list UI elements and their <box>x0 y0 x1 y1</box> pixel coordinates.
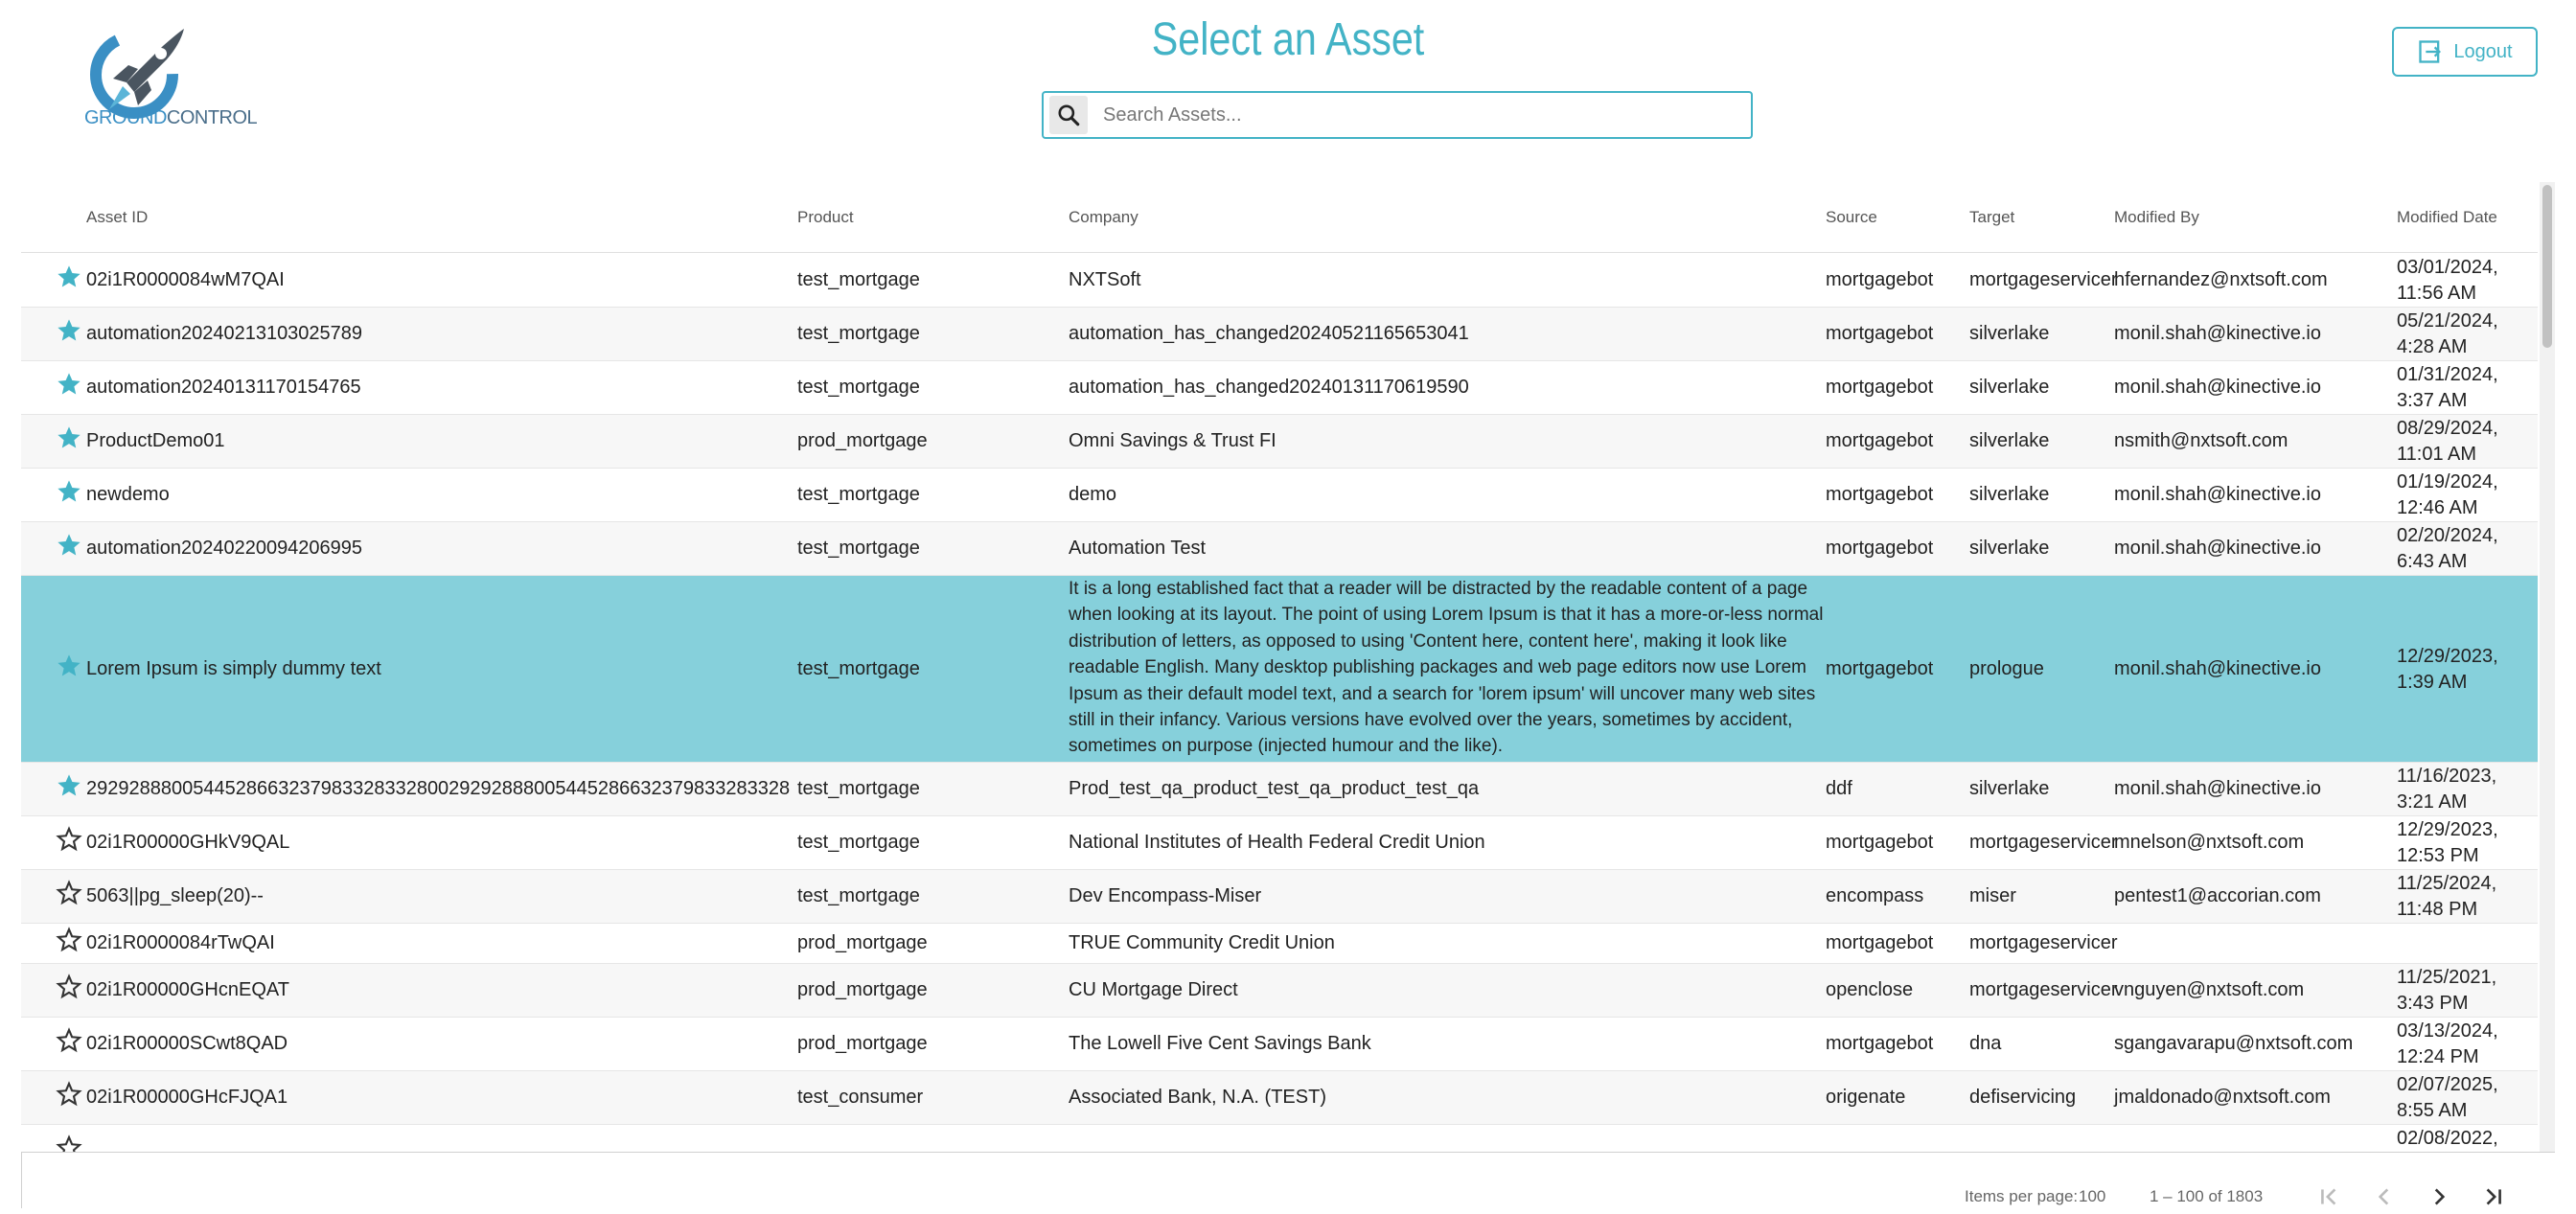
cell-modified-by: sgangavarapu@nxtsoft.com <box>2114 1033 2354 1054</box>
cell-product: test_mortgage <box>797 484 920 505</box>
cell-source: mortgagebot <box>1826 932 1934 953</box>
table-row[interactable] <box>21 1071 2538 1125</box>
star-outline-icon[interactable] <box>56 1081 82 1108</box>
cell-modified-date <box>2397 1072 2498 1124</box>
cell-source: ddf <box>1826 778 1852 799</box>
cell-target: silverlake <box>1969 778 2050 799</box>
cell-asset-id: 02i1R00000GHcnEQAT <box>86 979 289 1000</box>
cell-modified-by: vnguyen@nxtsoft.com <box>2114 979 2305 1000</box>
cell-product: prod_mortgage <box>797 430 928 451</box>
cell-asset-id: 02i1R0000084wM7QAI <box>86 269 285 290</box>
cell-target: mortgageservicer <box>1969 979 2118 1000</box>
modified-date-day: 02/20/2024, <box>2397 525 2498 546</box>
cell-target: miser <box>1969 885 2016 906</box>
cell-modified-date <box>2397 1019 2498 1070</box>
last-page-button[interactable] <box>2475 1180 2510 1214</box>
previous-page-button[interactable] <box>2367 1180 2402 1214</box>
cell-modified-date <box>2397 871 2496 923</box>
modified-date-day: 01/19/2024, <box>2397 471 2498 492</box>
cell-source: mortgagebot <box>1826 538 1934 559</box>
star-outline-icon[interactable] <box>56 973 82 1000</box>
star-filled-icon[interactable] <box>56 424 82 451</box>
cell-company: Prod_test_qa_product_test_qa_product_test_qa <box>1069 778 1480 799</box>
cell-product: test_mortgage <box>797 778 920 799</box>
cell-source: mortgagebot <box>1826 657 1934 679</box>
items-per-page-label: Items per page: <box>1965 1187 2079 1205</box>
table-row[interactable] <box>21 361 2538 415</box>
column-header-asset-id[interactable]: Asset ID <box>86 208 149 226</box>
modified-date-time: 12:46 AM <box>2397 497 2478 518</box>
cell-asset-id: 02i1R00000GHcFJQA1 <box>86 1087 288 1108</box>
column-header-company[interactable]: Company <box>1069 208 1138 226</box>
cell-target: silverlake <box>1969 377 2050 398</box>
header <box>0 0 2576 153</box>
cell-modified-by: monil.shah@kinective.io <box>2114 484 2321 505</box>
column-header-modified-by[interactable]: Modified By <box>2114 208 2199 226</box>
modified-date-time: 11:48 PM <box>2397 899 2478 920</box>
modified-date-time: 12:24 PM <box>2397 1046 2479 1067</box>
modified-date-day: 11/25/2021, <box>2397 967 2497 988</box>
modified-date-time: 11:01 AM <box>2397 444 2477 465</box>
cell-asset-id: 292928880054452866323798332833280029292888005445286632379833283328 <box>86 778 791 799</box>
table-row[interactable] <box>21 415 2538 469</box>
cell-modified-date <box>2397 362 2498 414</box>
cell-target: prologue <box>1969 657 2044 679</box>
cell-modified-date <box>2397 309 2498 360</box>
cell-product: test_consumer <box>797 1087 924 1108</box>
cell-product: test_mortgage <box>797 885 920 906</box>
table-row[interactable] <box>21 816 2538 870</box>
cell-target: dna <box>1969 1033 2002 1054</box>
cell-modified-date <box>2397 764 2496 815</box>
first-page-icon <box>2317 1184 2342 1209</box>
cell-product: test_mortgage <box>797 377 920 398</box>
cell-product: prod_mortgage <box>797 979 928 1000</box>
cell-source: mortgagebot <box>1826 832 1934 853</box>
search-box[interactable] <box>1042 91 1753 139</box>
cell-product: test_mortgage <box>797 538 920 559</box>
cell-modified-by: monil.shah@kinective.io <box>2114 323 2321 344</box>
cell-source: mortgagebot <box>1826 323 1934 344</box>
cell-company: It is a long established fact that a reader will be distracted by the readable content of a page when looking at its layout. The point of using Lorem Ipsum is that it has a more-or-less normal distribution of letters, as opposed to using 'Content here, content here', making it look like readable English. Many desktop publishing packages and web page editors now use Lorem Ipsum as their default model text, and a search for 'lorem ipsum' will uncover many web sites still in their infancy. Various versions have evolved over the years, sometimes by accident, sometimes on purpose (injected humour and the like). <box>1069 579 1824 757</box>
cell-asset-id: 02i1R00000GHkV9QAL <box>86 832 290 853</box>
modified-date-day: 01/31/2024, <box>2397 364 2498 385</box>
table-row[interactable] <box>21 522 2538 576</box>
column-header-product[interactable]: Product <box>797 208 854 226</box>
modified-date-day: 12/29/2023, <box>2397 819 2498 840</box>
modified-date-time: 3:21 AM <box>2397 791 2468 813</box>
logout-icon <box>2417 38 2444 65</box>
cell-company: demo <box>1069 484 1117 505</box>
table-row[interactable] <box>21 870 2538 924</box>
cell-modified-date <box>2397 817 2498 869</box>
star-filled-icon[interactable] <box>56 478 82 505</box>
chevron-left-icon <box>2372 1184 2397 1209</box>
cell-source: mortgagebot <box>1826 484 1934 505</box>
cell-asset-id: newdemo <box>86 484 170 505</box>
cell-modified-date <box>2397 470 2498 521</box>
star-outline-icon[interactable] <box>56 1027 82 1054</box>
cell-modified-by: hfernandez@nxtsoft.com <box>2114 269 2328 290</box>
cell-modified-by: monil.shah@kinective.io <box>2114 657 2321 679</box>
cell-product: prod_mortgage <box>797 932 928 953</box>
modified-date-time: 4:28 AM <box>2397 336 2468 357</box>
cell-modified-date <box>2397 965 2496 1017</box>
modified-date-day: 11/25/2024, <box>2397 873 2497 894</box>
first-page-button[interactable] <box>2312 1180 2347 1214</box>
cell-product: prod_mortgage <box>797 1033 928 1054</box>
cell-modified-date <box>2397 1126 2498 1152</box>
search-button[interactable] <box>1049 96 1088 134</box>
search-icon <box>1056 103 1081 127</box>
cell-target: silverlake <box>1969 538 2050 559</box>
last-page-icon <box>2480 1184 2505 1209</box>
cell-company: TRUE Community Credit Union <box>1069 932 1335 953</box>
logout-label: Logout <box>2453 40 2513 62</box>
star-filled-icon[interactable] <box>56 317 82 344</box>
cell-company: automation_has_changed20240521165653041 <box>1069 323 1469 344</box>
star-outline-icon[interactable] <box>56 927 82 953</box>
cell-modified-by: mnelson@nxtsoft.com <box>2114 832 2305 853</box>
cell-asset-id: automation20240213103025789 <box>86 323 363 344</box>
table-row[interactable] <box>21 469 2538 522</box>
table-row[interactable] <box>21 1125 2538 1152</box>
cell-source: origenate <box>1826 1087 1906 1108</box>
cell-source: openclose <box>1826 979 1914 1000</box>
cell-company: The Lowell Five Cent Savings Bank <box>1069 1033 1371 1054</box>
asset-table <box>21 182 2538 1152</box>
modified-date-time: 3:43 PM <box>2397 993 2469 1014</box>
cell-asset-id: Lorem Ipsum is simply dummy text <box>86 657 381 679</box>
column-header-target[interactable]: Target <box>1969 208 2015 226</box>
chevron-right-icon <box>2426 1184 2451 1209</box>
logout-button[interactable] <box>2392 27 2538 77</box>
modified-date-time: 3:37 AM <box>2397 390 2468 411</box>
cell-target: silverlake <box>1969 430 2050 451</box>
cell-modified-date <box>2397 416 2498 468</box>
modified-date-day: 11/16/2023, <box>2397 766 2497 787</box>
cell-target: silverlake <box>1969 484 2050 505</box>
cell-modified-by: monil.shah@kinective.io <box>2114 377 2321 398</box>
cell-asset-id: 5063||pg_sleep(20)-- <box>86 885 264 906</box>
paginator <box>21 1152 2555 1208</box>
cell-asset-id: 02i1R00000SCwt8QAD <box>86 1033 288 1054</box>
cell-asset-id: ProductDemo01 <box>86 430 225 451</box>
table-scrollbar[interactable] <box>2540 182 2555 1152</box>
page-range-label: 1 – 100 of 1803 <box>2150 1187 2264 1205</box>
column-header-modified-date[interactable]: Modified Date <box>2397 208 2497 226</box>
modified-date-day: 02/08/2022, <box>2397 1128 2498 1149</box>
cell-company: Dev Encompass-Miser <box>1069 885 1262 906</box>
cell-source: mortgagebot <box>1826 430 1934 451</box>
star-filled-icon[interactable] <box>56 371 82 398</box>
cell-modified-by: jmaldonado@nxtsoft.com <box>2114 1087 2331 1108</box>
modified-date-day: 03/13/2024, <box>2397 1020 2498 1042</box>
modified-date-time: 11:56 AM <box>2397 283 2477 304</box>
table-row[interactable] <box>21 924 2538 964</box>
modified-date-time: 8:55 AM <box>2397 1100 2468 1121</box>
modified-date-day: 05/21/2024, <box>2397 310 2498 332</box>
modified-date-day: 12/29/2023, <box>2397 645 2498 667</box>
cell-source: mortgagebot <box>1826 269 1934 290</box>
table-row[interactable] <box>21 308 2538 361</box>
cell-company: NXTSoft <box>1069 269 1141 290</box>
modified-date-day: 08/29/2024, <box>2397 418 2498 439</box>
cell-company: automation_has_changed20240131170619590 <box>1069 377 1469 398</box>
page-title: Select an Asset <box>1151 14 1425 65</box>
modified-date-time: 6:43 AM <box>2397 551 2468 572</box>
modified-date-time: 1:39 AM <box>2397 671 2468 693</box>
cell-company: Omni Savings & Trust FI <box>1069 430 1276 451</box>
cell-target: defiservicing <box>1969 1087 2077 1108</box>
cell-source: mortgagebot <box>1826 1033 1934 1054</box>
star-filled-icon[interactable] <box>56 772 82 799</box>
star-outline-icon[interactable] <box>56 1134 82 1152</box>
table-row[interactable] <box>21 763 2538 816</box>
star-filled-icon[interactable] <box>56 653 82 679</box>
column-header-source[interactable]: Source <box>1826 208 1877 226</box>
cell-target: mortgageservicer <box>1969 932 2118 953</box>
cell-asset-id: automation20240220094206995 <box>86 538 363 559</box>
table-row[interactable] <box>21 576 2538 763</box>
next-page-button[interactable] <box>2422 1180 2456 1214</box>
cell-company: National Institutes of Health Federal Credit Union <box>1069 832 1485 853</box>
table-row[interactable] <box>21 964 2538 1018</box>
cell-target: mortgageservicer <box>1969 269 2118 290</box>
star-outline-icon[interactable] <box>56 826 82 853</box>
cell-modified-date <box>2397 255 2498 307</box>
cell-modified-date <box>2397 644 2498 696</box>
table-header-row <box>21 182 2538 253</box>
cell-product: test_mortgage <box>797 269 920 290</box>
modified-date-time: 12:53 PM <box>2397 845 2479 866</box>
cell-asset-id: 02i1R0000084rTwQAI <box>86 932 275 953</box>
items-per-page-select[interactable]: 100 <box>2079 1187 2106 1205</box>
cell-company: CU Mortgage Direct <box>1069 979 1238 1000</box>
table-row[interactable] <box>21 254 2538 308</box>
cell-company: Associated Bank, N.A. (TEST) <box>1069 1087 1326 1108</box>
cell-company: Automation Test <box>1069 538 1207 559</box>
cell-modified-by: pentest1@accorian.com <box>2114 885 2321 906</box>
cell-modified-by: monil.shah@kinective.io <box>2114 778 2321 799</box>
cell-modified-by: monil.shah@kinective.io <box>2114 538 2321 559</box>
table-row[interactable] <box>21 1018 2538 1071</box>
cell-source: mortgagebot <box>1826 377 1934 398</box>
modified-date-day: 03/01/2024, <box>2397 257 2498 278</box>
search-input[interactable] <box>1103 96 1751 134</box>
logo-wordmark: GROUNDCONTROL <box>84 107 258 128</box>
star-outline-icon[interactable] <box>56 880 82 906</box>
cell-asset-id: automation20240131170154765 <box>86 377 361 398</box>
star-filled-icon[interactable] <box>56 263 82 290</box>
star-filled-icon[interactable] <box>56 532 82 559</box>
cell-target: mortgageservicer <box>1969 832 2118 853</box>
cell-modified-date <box>2397 523 2498 575</box>
scrollbar-thumb[interactable] <box>2542 185 2552 348</box>
cell-product: test_mortgage <box>797 323 920 344</box>
cell-source: encompass <box>1826 885 1924 906</box>
cell-product: test_mortgage <box>797 657 920 679</box>
cell-modified-by: nsmith@nxtsoft.com <box>2114 430 2288 451</box>
cell-product: test_mortgage <box>797 832 920 853</box>
cell-target: silverlake <box>1969 323 2050 344</box>
modified-date-day: 02/07/2025, <box>2397 1074 2498 1095</box>
